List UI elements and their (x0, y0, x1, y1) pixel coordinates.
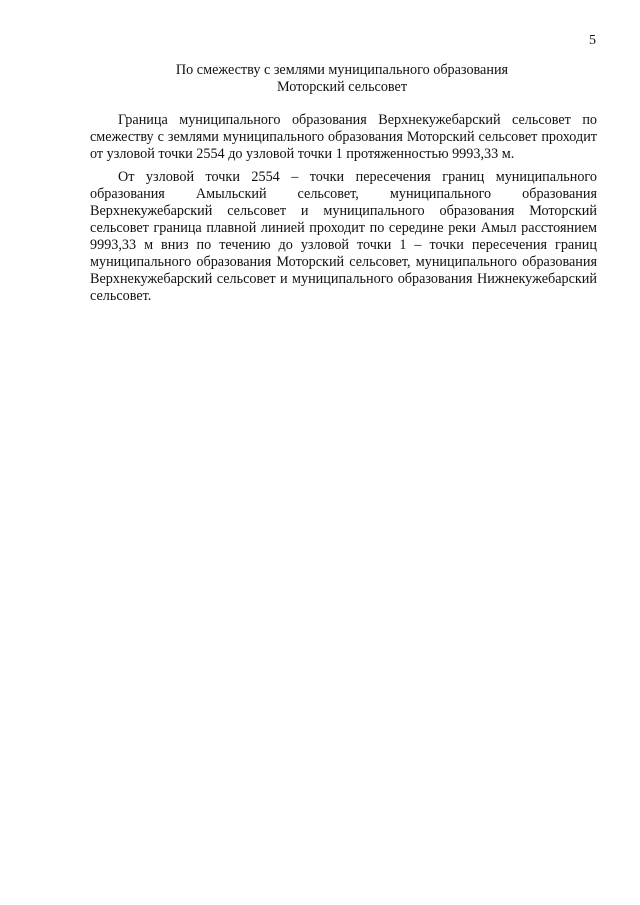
page-number: 5 (589, 33, 596, 48)
section-heading (90, 62, 594, 96)
document-body (90, 112, 597, 305)
section-heading-line-2: Моторский сельсовет (276, 79, 408, 95)
paragraph-boundary-summary: Граница муниципального образования Верхнекужебарский сельсовет по смежеству с землями муниципального образования Моторский сельсовет проходит от узловой точки 2554 до узловой точки 1 протяженностью 9993,33 м. (90, 112, 597, 162)
paragraph-boundary-description: От узловой точки 2554 – точки пересечения границ муниципального образования Амыльский сельсовет, муниципального образования Верхнекужебарский сельсовет и муниципального образования Моторский сельсовет граница плавной линией проходит по середине реки Амыл расстоянием 9993,33 м вниз по течению до узловой точки 1 – точки пересечения границ муниципального образования Моторский сельсовет, муниципального образования Верхнекужебарский сельсовет и муниципального образования Нижнекужебарский сельсовет. (90, 169, 597, 304)
section-heading-line-1: По смежеству с землями муниципального образования (175, 62, 509, 78)
